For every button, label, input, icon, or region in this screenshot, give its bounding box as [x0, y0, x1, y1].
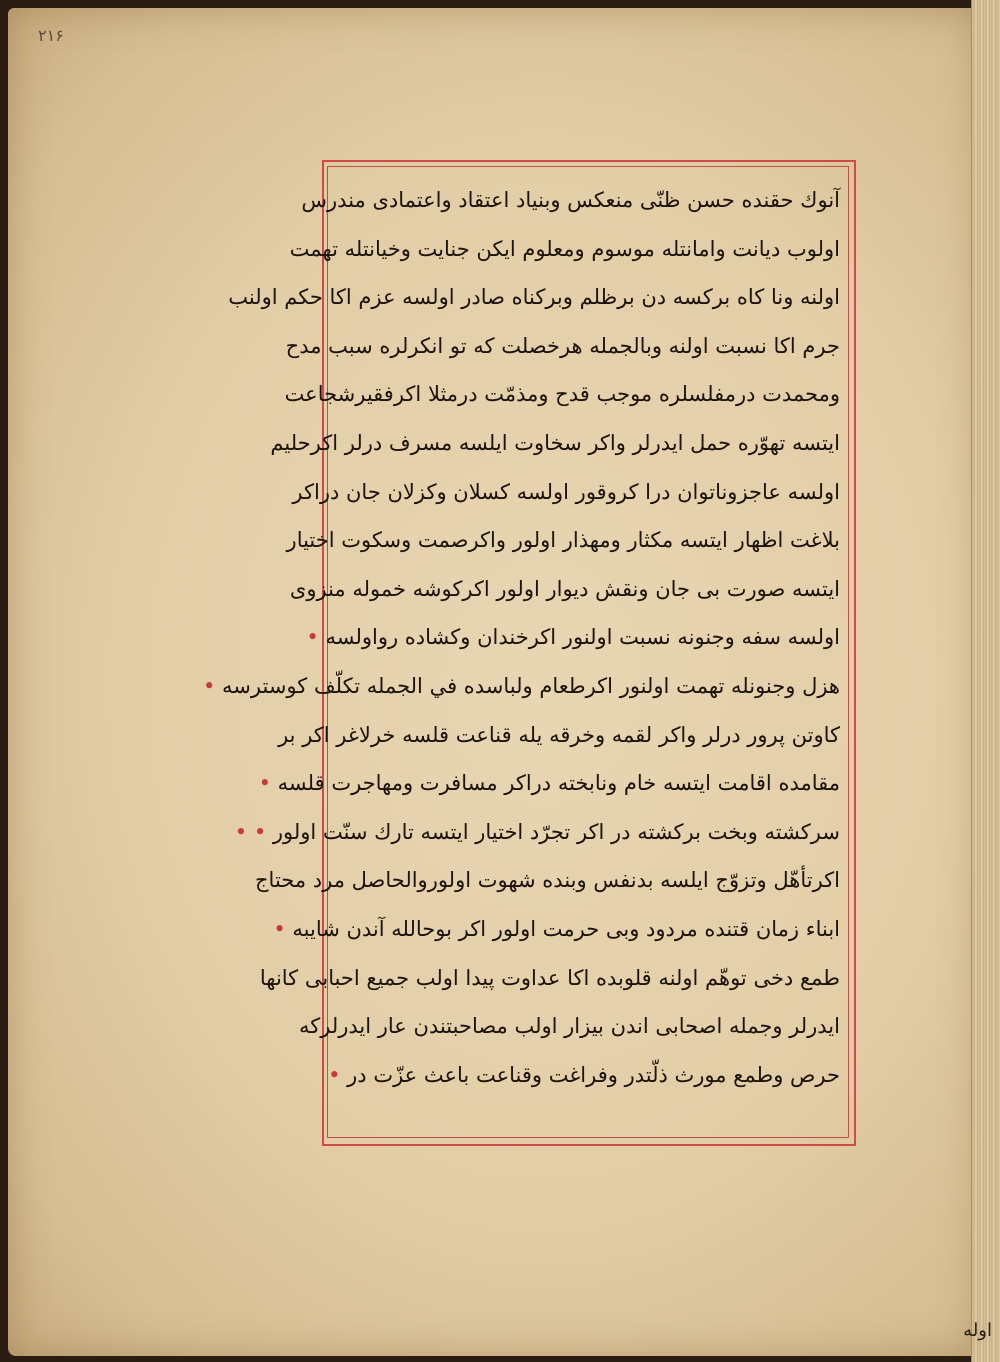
text-line: اولوب ديانت وامانتله موسوم ومعلوم ايكن جنايت وخيانتله تهمت — [289, 236, 840, 261]
catchword: اوله — [963, 1320, 992, 1341]
text-line: كاوتن پرور درلر واكر لقمه وخرقه يله قناعت قلسه خرلاغر اكر بر — [278, 722, 840, 747]
text-line: ايتسه تهوّره حمل ايدرلر واكر سخاوت ايلسه مسرف درلر اكرحليم — [270, 430, 840, 455]
text-line: جرم اكا نسبت اولنه وبالجمله هرخصلت كه تو انكرلره سبب مدح — [285, 333, 840, 358]
text-line: ايتسه صورت بی جان ونقش ديوار اولور اكركوشه خموله منزوی — [289, 576, 840, 601]
text-block — [202, 176, 844, 1130]
page-edge — [971, 0, 1000, 1362]
text-line: مقامده اقامت ايتسه خام ونابخته دراكر مسافرت ومهاجرت قلسه • — [258, 771, 840, 796]
verse-marker-dot: • — [234, 819, 254, 844]
verse-marker-dot: • — [258, 771, 278, 796]
text-line: حرص وطمع مورث ذلّتدر وفراغت وقناعت باعث عزّت در • — [328, 1062, 840, 1087]
verse-marker-dot: • — [273, 916, 293, 941]
verse-marker-dot: • — [328, 1062, 348, 1087]
text-line: سركشته وبخت بركشته در اكر تجرّد اختيار ايتسه تارك سنّت اولور • • — [234, 819, 840, 844]
text-line: طمع دخی توهّم اولنه قلوبده اكا عداوت پيدا اولب جميع احبابی كانها — [259, 965, 840, 990]
verse-marker-dot: • — [202, 673, 223, 698]
text-line: آنوك حقنده حسن ظنّی منعكس وبنياد اعتقاد واعتمادی مندرس — [301, 188, 840, 212]
text-line: ومحمدت درمفلسلره موجب قدح ومذمّت درمثلا اكرفقيرشجاعت — [284, 382, 840, 407]
verse-marker-dot: • — [306, 625, 326, 650]
text-line: هزل وجنونله تهمت اولنور اكرطعام ولباسده في الجمله تكلّف كوسترسه • — [202, 673, 840, 698]
text-line: اكرتأهّل وتزوّج ايلسه بدنفس وبنده شهوت اولوروالحاصل مرد محتاج — [255, 868, 840, 893]
text-line: بلاغت اظهار ايتسه مكثار ومهذار اولور واكرصمت وسكوت اختيار — [286, 528, 840, 553]
verse-marker-dot: • — [253, 819, 273, 844]
text-line: اولسه سفه وجنونه نسبت اولنور اكرخندان وكشاده رواولسه • — [306, 625, 840, 650]
text-line: اولسه عاجزوناتوان درا كروقور اولسه كسلان وكزلان جان دراكر — [292, 479, 840, 504]
folio-number: ۲۱۶ — [38, 26, 64, 45]
text-line: اولنه ونا كاه بركسه دن برظلم وبركناه صادر اولسه عزم اكا حكم اولنب — [228, 285, 840, 310]
text-line: ايدرلر وجمله اصحابی اندن بيزار اولب مصاحبتندن عار ايدرلركه — [299, 1014, 840, 1039]
text-line: ابناء زمان قتنده مردود وبی حرمت اولور اكر بوحالله آندن شايبه • — [273, 916, 840, 941]
